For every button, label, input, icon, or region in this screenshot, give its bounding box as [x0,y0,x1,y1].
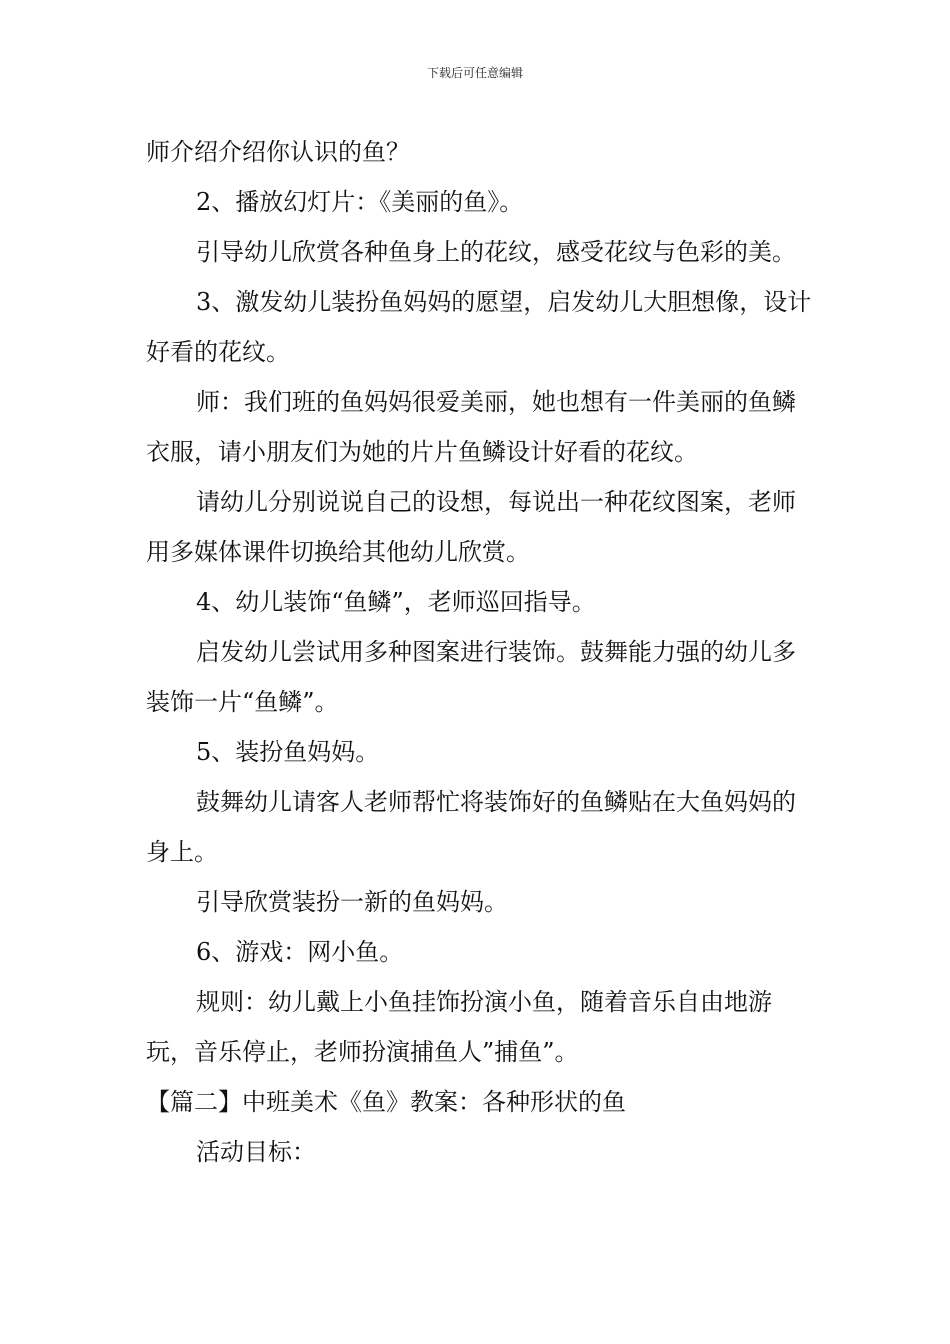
paragraph: 启发幼儿尝试用多种图案进行装饰。鼓舞能力强的幼儿多装饰一片“鱼鳞”。 [146,638,796,716]
paragraph: 4、幼儿装饰“鱼鳞”，老师巡回指导。 [196,588,596,616]
paragraph: 师介绍介绍你认识的鱼？ [146,138,410,166]
paragraph: 6、游戏：网小鱼。 [196,938,404,966]
paragraph: 规则：幼儿戴上小鱼挂饰扮演小鱼，随着音乐自由地游玩，音乐停止，老师扮演捕鱼人”捕鱼”。 [146,988,772,1066]
paragraph: 请幼儿分别说说自己的设想，每说出一种花纹图案，老师用多媒体课件切换给其他幼儿欣赏。 [146,488,796,566]
paragraph: 5、装扮鱼妈妈。 [196,738,380,766]
paragraph: 鼓舞幼儿请客人老师帮忙将装饰好的鱼鳞贴在大鱼妈妈的身上。 [146,788,796,866]
document-body [146,127,816,1177]
paragraph: 引导欣赏装扮一新的鱼妈妈。 [196,888,508,916]
paragraph: 2、播放幻灯片：《美丽的鱼》。 [196,188,524,216]
page-header: 下载后可任意编辑 [426,66,523,80]
paragraph: 引导幼儿欣赏各种鱼身上的花纹，感受花纹与色彩的美。 [196,238,796,266]
paragraph: 活动目标： [196,1138,316,1166]
paragraph: 3、激发幼儿装扮鱼妈妈的愿望，启发幼儿大胆想像，设计好看的花纹。 [146,288,812,366]
section-heading: 【篇二】中班美术《鱼》教案：各种形状的鱼 [146,1088,626,1116]
paragraph: 师：我们班的鱼妈妈很爱美丽，她也想有一件美丽的鱼鳞衣服，请小朋友们为她的片片鱼鳞设计好看的花纹。 [146,388,796,466]
